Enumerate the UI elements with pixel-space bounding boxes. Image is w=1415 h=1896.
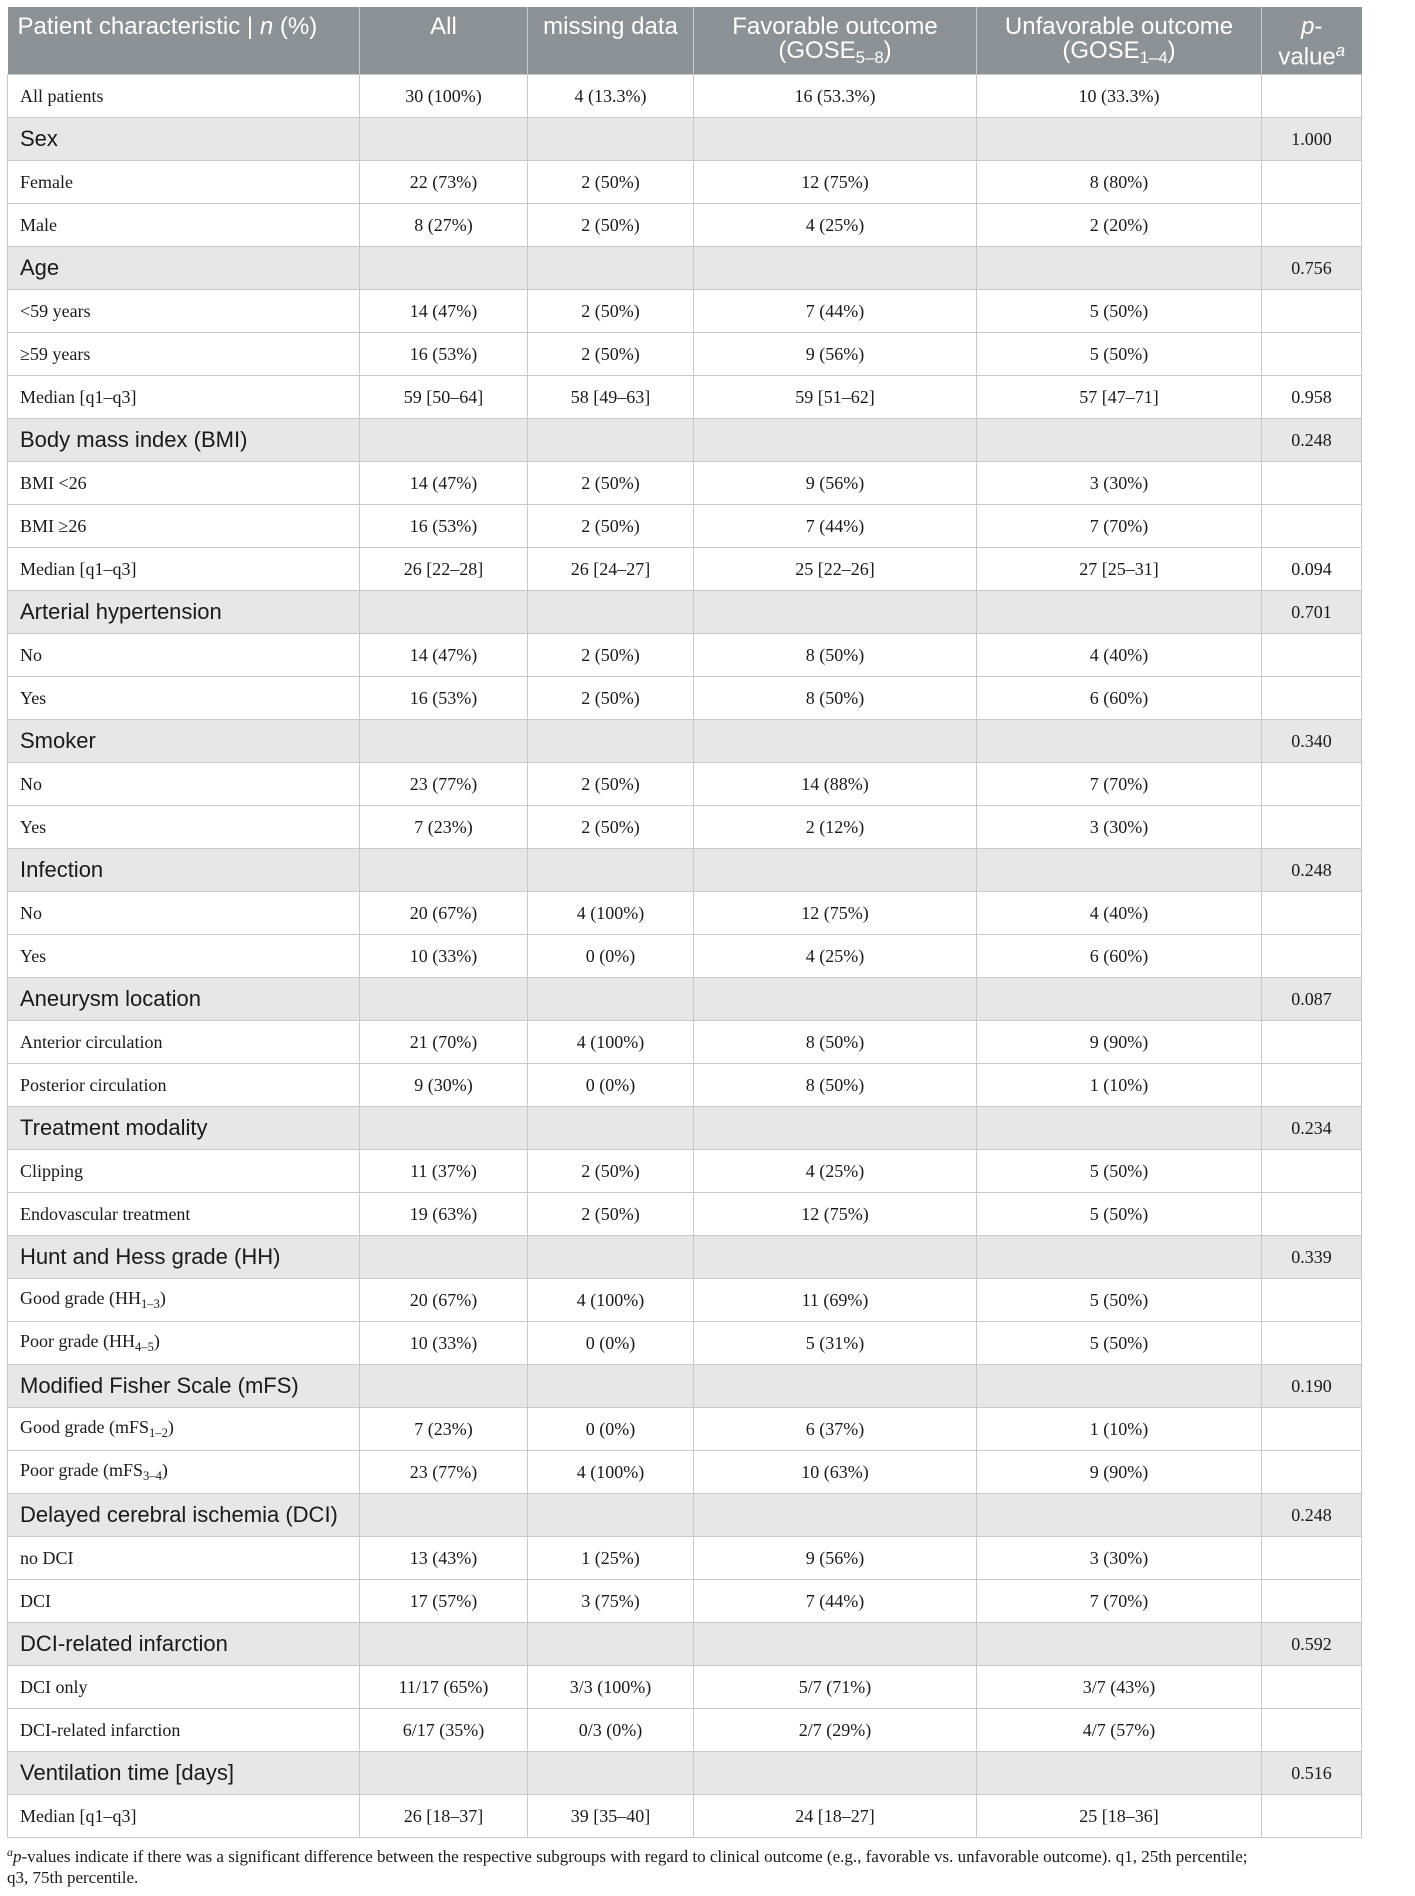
cell-all: 21 (70%) bbox=[360, 1021, 528, 1064]
empty-cell bbox=[360, 1752, 528, 1795]
p-value-cell bbox=[1262, 935, 1362, 978]
table-row bbox=[8, 634, 1362, 677]
p-value-cell: 0.087 bbox=[1262, 978, 1362, 1021]
group-header-row bbox=[8, 1623, 1362, 1666]
cell-favorable: 25 [22–26] bbox=[694, 548, 977, 591]
cell-missing-data: 2 (50%) bbox=[528, 634, 694, 677]
row-label: DCI bbox=[8, 1580, 360, 1623]
row-label: Endovascular treatment bbox=[8, 1193, 360, 1236]
row-label: <59 years bbox=[8, 290, 360, 333]
p-value-cell: 0.516 bbox=[1262, 1752, 1362, 1795]
cell-favorable: 2/7 (29%) bbox=[694, 1709, 977, 1752]
p-value-cell bbox=[1262, 1666, 1362, 1709]
row-label: Yes bbox=[8, 677, 360, 720]
row-label: Posterior circulation bbox=[8, 1064, 360, 1107]
empty-cell bbox=[528, 978, 694, 1021]
cell-unfavorable: 2 (20%) bbox=[977, 204, 1262, 247]
cell-favorable: 9 (56%) bbox=[694, 462, 977, 505]
cell-favorable: 16 (53.3%) bbox=[694, 75, 977, 118]
cell-all: 59 [50–64] bbox=[360, 376, 528, 419]
cell-missing-data: 3 (75%) bbox=[528, 1580, 694, 1623]
cell-missing-data: 0 (0%) bbox=[528, 1322, 694, 1365]
cell-favorable: 59 [51–62] bbox=[694, 376, 977, 419]
table-row bbox=[8, 462, 1362, 505]
empty-cell bbox=[360, 419, 528, 462]
cell-unfavorable: 4 (40%) bbox=[977, 634, 1262, 677]
p-value-cell bbox=[1262, 161, 1362, 204]
p-value-cell bbox=[1262, 505, 1362, 548]
cell-all: 30 (100%) bbox=[360, 75, 528, 118]
patient-characteristics-table bbox=[7, 7, 1362, 1838]
empty-cell bbox=[528, 118, 694, 161]
table-row bbox=[8, 1537, 1362, 1580]
cell-all: 16 (53%) bbox=[360, 333, 528, 376]
row-label: Poor grade (mFS$_{3-4}$) bbox=[8, 1451, 360, 1494]
group-header-row bbox=[8, 720, 1362, 763]
group-header-row bbox=[8, 1365, 1362, 1408]
cell-unfavorable: 3 (30%) bbox=[977, 462, 1262, 505]
empty-cell bbox=[694, 1107, 977, 1150]
cell-missing-data: 0/3 (0%) bbox=[528, 1709, 694, 1752]
empty-cell bbox=[360, 1107, 528, 1150]
cell-favorable: 8 (50%) bbox=[694, 677, 977, 720]
empty-cell bbox=[694, 1494, 977, 1537]
p-value-cell: 0.339 bbox=[1262, 1236, 1362, 1279]
header-characteristic: Patient characteristic | n (%) bbox=[8, 7, 360, 75]
p-value-cell bbox=[1262, 1795, 1362, 1838]
empty-cell bbox=[977, 1107, 1262, 1150]
cell-missing-data: 2 (50%) bbox=[528, 763, 694, 806]
p-value-cell: 0.190 bbox=[1262, 1365, 1362, 1408]
empty-cell bbox=[977, 591, 1262, 634]
empty-cell bbox=[360, 1236, 528, 1279]
cell-all: 11 (37%) bbox=[360, 1150, 528, 1193]
row-label: Median [q1–q3] bbox=[8, 548, 360, 591]
cell-missing-data: 2 (50%) bbox=[528, 462, 694, 505]
empty-cell bbox=[528, 419, 694, 462]
row-label: No bbox=[8, 763, 360, 806]
group-label: Smoker bbox=[8, 720, 360, 763]
row-label: Poor grade $(HH_{4-5})$ bbox=[8, 1322, 360, 1365]
cell-missing-data: 26 [24–27] bbox=[528, 548, 694, 591]
table-row bbox=[8, 161, 1362, 204]
cell-all: 7 (23%) bbox=[360, 806, 528, 849]
empty-cell bbox=[528, 1623, 694, 1666]
cell-unfavorable: 5 (50%) bbox=[977, 290, 1262, 333]
cell-favorable: 7 (44%) bbox=[694, 1580, 977, 1623]
cell-missing-data: 0 (0%) bbox=[528, 1408, 694, 1451]
header-favorable-outcome: Favorable outcome $(GOSE_{5-8})$ bbox=[694, 7, 977, 75]
table-row bbox=[8, 1279, 1362, 1322]
p-value-cell: 0.234 bbox=[1262, 1107, 1362, 1150]
cell-missing-data: 4 (100%) bbox=[528, 892, 694, 935]
cell-favorable: 11 (69%) bbox=[694, 1279, 977, 1322]
cell-all: 9 (30%) bbox=[360, 1064, 528, 1107]
p-value-cell: 0.248 bbox=[1262, 419, 1362, 462]
cell-unfavorable: 10 (33.3%) bbox=[977, 75, 1262, 118]
table-row bbox=[8, 806, 1362, 849]
p-value-cell: 1.000 bbox=[1262, 118, 1362, 161]
cell-missing-data: 2 (50%) bbox=[528, 677, 694, 720]
p-value-cell: 0.340 bbox=[1262, 720, 1362, 763]
p-value-cell bbox=[1262, 333, 1362, 376]
header-unfavorable-outcome: Unfavorable outcome $(GOSE_{1-4})$ bbox=[977, 7, 1262, 75]
table-row bbox=[8, 1795, 1362, 1838]
row-label: DCI only bbox=[8, 1666, 360, 1709]
empty-cell bbox=[694, 1752, 977, 1795]
row-label: Good grade $(HH_{1-3})$ bbox=[8, 1279, 360, 1322]
cell-missing-data: 2 (50%) bbox=[528, 806, 694, 849]
group-header-row bbox=[8, 591, 1362, 634]
empty-cell bbox=[977, 1236, 1262, 1279]
cell-all: 14 (47%) bbox=[360, 634, 528, 677]
group-header-row bbox=[8, 1107, 1362, 1150]
cell-favorable: 8 (50%) bbox=[694, 1064, 977, 1107]
table-row bbox=[8, 1580, 1362, 1623]
p-value-cell bbox=[1262, 1279, 1362, 1322]
p-value-cell bbox=[1262, 892, 1362, 935]
cell-all: 26 [22–28] bbox=[360, 548, 528, 591]
cell-unfavorable: 3 (30%) bbox=[977, 1537, 1262, 1580]
empty-cell bbox=[360, 720, 528, 763]
empty-cell bbox=[977, 247, 1262, 290]
cell-favorable: 4 (25%) bbox=[694, 204, 977, 247]
cell-all: 10 (33%) bbox=[360, 1322, 528, 1365]
row-label: Clipping bbox=[8, 1150, 360, 1193]
row-label: DCI-related infarction bbox=[8, 1709, 360, 1752]
empty-cell bbox=[360, 849, 528, 892]
cell-missing-data: 0 (0%) bbox=[528, 935, 694, 978]
cell-unfavorable: 6 (60%) bbox=[977, 677, 1262, 720]
row-label: Median [q1–q3] bbox=[8, 376, 360, 419]
p-value-cell: 0.248 bbox=[1262, 849, 1362, 892]
cell-all: 7 (23%) bbox=[360, 1408, 528, 1451]
empty-cell bbox=[694, 247, 977, 290]
group-label: Age bbox=[8, 247, 360, 290]
row-label: Good grade (mFS$_{1-2}$) bbox=[8, 1408, 360, 1451]
p-value-cell bbox=[1262, 1451, 1362, 1494]
group-label: Treatment modality bbox=[8, 1107, 360, 1150]
cell-unfavorable: 1 (10%) bbox=[977, 1064, 1262, 1107]
empty-cell bbox=[694, 849, 977, 892]
p-value-cell bbox=[1262, 1150, 1362, 1193]
empty-cell bbox=[528, 849, 694, 892]
cell-unfavorable: 8 (80%) bbox=[977, 161, 1262, 204]
row-label: All patients bbox=[8, 75, 360, 118]
empty-cell bbox=[528, 720, 694, 763]
p-value-cell: 0.094 bbox=[1262, 548, 1362, 591]
empty-cell bbox=[694, 419, 977, 462]
table-row bbox=[8, 1322, 1362, 1365]
empty-cell bbox=[528, 1365, 694, 1408]
row-label: Yes bbox=[8, 935, 360, 978]
cell-all: 22 (73%) bbox=[360, 161, 528, 204]
cell-missing-data: 2 (50%) bbox=[528, 204, 694, 247]
row-label: no DCI bbox=[8, 1537, 360, 1580]
table-body bbox=[8, 75, 1362, 1838]
cell-all: 8 (27%) bbox=[360, 204, 528, 247]
p-value-cell bbox=[1262, 806, 1362, 849]
cell-all: 23 (77%) bbox=[360, 1451, 528, 1494]
cell-unfavorable: 5 (50%) bbox=[977, 1279, 1262, 1322]
group-header-row bbox=[8, 849, 1362, 892]
group-label: Hunt and Hess grade (HH) bbox=[8, 1236, 360, 1279]
group-header-row bbox=[8, 118, 1362, 161]
table-row bbox=[8, 1064, 1362, 1107]
table-row bbox=[8, 1666, 1362, 1709]
group-header-row bbox=[8, 1752, 1362, 1795]
cell-missing-data: 1 (25%) bbox=[528, 1537, 694, 1580]
empty-cell bbox=[977, 849, 1262, 892]
table-row bbox=[8, 892, 1362, 935]
cell-unfavorable: 5 (50%) bbox=[977, 1322, 1262, 1365]
cell-all: 20 (67%) bbox=[360, 1279, 528, 1322]
empty-cell bbox=[528, 1494, 694, 1537]
row-label: Yes bbox=[8, 806, 360, 849]
cell-missing-data: 3/3 (100%) bbox=[528, 1666, 694, 1709]
empty-cell bbox=[694, 720, 977, 763]
cell-unfavorable: 4/7 (57%) bbox=[977, 1709, 1262, 1752]
group-label: Sex bbox=[8, 118, 360, 161]
empty-cell bbox=[977, 118, 1262, 161]
empty-cell bbox=[977, 419, 1262, 462]
row-label: ≥59 years bbox=[8, 333, 360, 376]
table-row bbox=[8, 935, 1362, 978]
cell-all: 23 (77%) bbox=[360, 763, 528, 806]
cell-missing-data: 2 (50%) bbox=[528, 1150, 694, 1193]
cell-all: 11/17 (65%) bbox=[360, 1666, 528, 1709]
p-value-cell bbox=[1262, 1322, 1362, 1365]
row-label: BMI ≥26 bbox=[8, 505, 360, 548]
header-p-value: p-value$^a$ bbox=[1262, 7, 1362, 75]
p-value-cell bbox=[1262, 1021, 1362, 1064]
p-value-cell bbox=[1262, 763, 1362, 806]
empty-cell bbox=[360, 978, 528, 1021]
cell-missing-data: 2 (50%) bbox=[528, 290, 694, 333]
empty-cell bbox=[360, 1365, 528, 1408]
empty-cell bbox=[694, 1236, 977, 1279]
table-row bbox=[8, 333, 1362, 376]
group-header-row bbox=[8, 1494, 1362, 1537]
cell-all: 16 (53%) bbox=[360, 505, 528, 548]
cell-unfavorable: 27 [25–31] bbox=[977, 548, 1262, 591]
cell-missing-data: 2 (50%) bbox=[528, 1193, 694, 1236]
p-value-cell: 0.958 bbox=[1262, 376, 1362, 419]
p-value-cell bbox=[1262, 290, 1362, 333]
p-value-cell bbox=[1262, 1709, 1362, 1752]
table-row bbox=[8, 1193, 1362, 1236]
table-row bbox=[8, 1709, 1362, 1752]
table-row bbox=[8, 204, 1362, 247]
cell-unfavorable: 5 (50%) bbox=[977, 1193, 1262, 1236]
table-row bbox=[8, 505, 1362, 548]
p-value-cell bbox=[1262, 1064, 1362, 1107]
cell-favorable: 4 (25%) bbox=[694, 1150, 977, 1193]
empty-cell bbox=[977, 1752, 1262, 1795]
empty-cell bbox=[977, 1494, 1262, 1537]
table-row bbox=[8, 290, 1362, 333]
cell-favorable: 5/7 (71%) bbox=[694, 1666, 977, 1709]
cell-unfavorable: 9 (90%) bbox=[977, 1021, 1262, 1064]
p-value-cell bbox=[1262, 462, 1362, 505]
cell-unfavorable: 5 (50%) bbox=[977, 1150, 1262, 1193]
empty-cell bbox=[694, 978, 977, 1021]
p-value-cell bbox=[1262, 204, 1362, 247]
empty-cell bbox=[977, 978, 1262, 1021]
empty-cell bbox=[528, 1236, 694, 1279]
p-value-cell bbox=[1262, 1193, 1362, 1236]
cell-unfavorable: 3/7 (43%) bbox=[977, 1666, 1262, 1709]
cell-all: 10 (33%) bbox=[360, 935, 528, 978]
p-value-cell: 0.592 bbox=[1262, 1623, 1362, 1666]
empty-cell bbox=[977, 1623, 1262, 1666]
group-header-row bbox=[8, 419, 1362, 462]
cell-unfavorable: 7 (70%) bbox=[977, 505, 1262, 548]
empty-cell bbox=[528, 247, 694, 290]
cell-missing-data: 4 (100%) bbox=[528, 1021, 694, 1064]
p-value-cell bbox=[1262, 634, 1362, 677]
cell-unfavorable: 7 (70%) bbox=[977, 763, 1262, 806]
empty-cell bbox=[360, 247, 528, 290]
table-container bbox=[7, 7, 1346, 1888]
table-row bbox=[8, 1150, 1362, 1193]
group-header-row bbox=[8, 247, 1362, 290]
group-label: Ventilation time [days] bbox=[8, 1752, 360, 1795]
cell-unfavorable: 4 (40%) bbox=[977, 892, 1262, 935]
cell-favorable: 9 (56%) bbox=[694, 1537, 977, 1580]
cell-all: 16 (53%) bbox=[360, 677, 528, 720]
header-all: All bbox=[360, 7, 528, 75]
cell-missing-data: 4 (13.3%) bbox=[528, 75, 694, 118]
group-label: DCI-related infarction bbox=[8, 1623, 360, 1666]
empty-cell bbox=[528, 1752, 694, 1795]
p-value-cell bbox=[1262, 677, 1362, 720]
cell-missing-data: 58 [49–63] bbox=[528, 376, 694, 419]
cell-all: 13 (43%) bbox=[360, 1537, 528, 1580]
cell-missing-data: 39 [35–40] bbox=[528, 1795, 694, 1838]
cell-favorable: 14 (88%) bbox=[694, 763, 977, 806]
cell-all: 26 [18–37] bbox=[360, 1795, 528, 1838]
row-label: No bbox=[8, 634, 360, 677]
p-value-cell: 0.701 bbox=[1262, 591, 1362, 634]
group-label: Modified Fisher Scale (mFS) bbox=[8, 1365, 360, 1408]
table-row bbox=[8, 376, 1362, 419]
cell-missing-data: 2 (50%) bbox=[528, 505, 694, 548]
p-value-cell: 0.248 bbox=[1262, 1494, 1362, 1537]
header-missing-data: missing data bbox=[528, 7, 694, 75]
table-row bbox=[8, 763, 1362, 806]
p-value-cell: 0.756 bbox=[1262, 247, 1362, 290]
cell-all: 19 (63%) bbox=[360, 1193, 528, 1236]
table-row bbox=[8, 1021, 1362, 1064]
cell-unfavorable: 7 (70%) bbox=[977, 1580, 1262, 1623]
cell-favorable: 2 (12%) bbox=[694, 806, 977, 849]
empty-cell bbox=[694, 1365, 977, 1408]
empty-cell bbox=[977, 1365, 1262, 1408]
empty-cell bbox=[528, 1107, 694, 1150]
cell-unfavorable: 6 (60%) bbox=[977, 935, 1262, 978]
cell-favorable: 10 (63%) bbox=[694, 1451, 977, 1494]
cell-missing-data: 2 (50%) bbox=[528, 333, 694, 376]
cell-all: 14 (47%) bbox=[360, 462, 528, 505]
cell-favorable: 7 (44%) bbox=[694, 505, 977, 548]
footnote: $^a$p-values indicate if there was a significant difference between the respective subgroups with regard to clinical outcome (e.g., favorable vs. unfavorable outcome). q1, 25th percentile; q3, 75th percentile. bbox=[7, 1845, 1248, 1887]
cell-all: 6/17 (35%) bbox=[360, 1709, 528, 1752]
table-row bbox=[8, 75, 1362, 118]
group-label: Infection bbox=[8, 849, 360, 892]
empty-cell bbox=[360, 591, 528, 634]
empty-cell bbox=[694, 118, 977, 161]
row-label: Anterior circulation bbox=[8, 1021, 360, 1064]
cell-all: 20 (67%) bbox=[360, 892, 528, 935]
row-label: Female bbox=[8, 161, 360, 204]
empty-cell bbox=[360, 1623, 528, 1666]
group-label: Delayed cerebral ischemia (DCI) bbox=[8, 1494, 360, 1537]
cell-missing-data: 4 (100%) bbox=[528, 1451, 694, 1494]
group-label: Aneurysm location bbox=[8, 978, 360, 1021]
cell-unfavorable: 3 (30%) bbox=[977, 806, 1262, 849]
cell-all: 17 (57%) bbox=[360, 1580, 528, 1623]
p-value-cell bbox=[1262, 1537, 1362, 1580]
cell-favorable: 12 (75%) bbox=[694, 892, 977, 935]
cell-missing-data: 2 (50%) bbox=[528, 161, 694, 204]
group-header-row bbox=[8, 978, 1362, 1021]
group-label: Body mass index (BMI) bbox=[8, 419, 360, 462]
p-value-cell bbox=[1262, 1408, 1362, 1451]
table-row bbox=[8, 1408, 1362, 1451]
empty-cell bbox=[977, 720, 1262, 763]
cell-favorable: 5 (31%) bbox=[694, 1322, 977, 1365]
cell-favorable: 8 (50%) bbox=[694, 1021, 977, 1064]
empty-cell bbox=[360, 118, 528, 161]
cell-favorable: 9 (56%) bbox=[694, 333, 977, 376]
row-label: BMI <26 bbox=[8, 462, 360, 505]
row-label: Median [q1–q3] bbox=[8, 1795, 360, 1838]
cell-unfavorable: 5 (50%) bbox=[977, 333, 1262, 376]
cell-all: 14 (47%) bbox=[360, 290, 528, 333]
row-label: Male bbox=[8, 204, 360, 247]
p-value-cell bbox=[1262, 75, 1362, 118]
p-value-cell bbox=[1262, 1580, 1362, 1623]
cell-missing-data: 4 (100%) bbox=[528, 1279, 694, 1322]
cell-unfavorable: 1 (10%) bbox=[977, 1408, 1262, 1451]
cell-favorable: 12 (75%) bbox=[694, 1193, 977, 1236]
empty-cell bbox=[694, 1623, 977, 1666]
cell-favorable: 6 (37%) bbox=[694, 1408, 977, 1451]
empty-cell bbox=[694, 591, 977, 634]
empty-cell bbox=[528, 591, 694, 634]
table-row bbox=[8, 677, 1362, 720]
group-header-row bbox=[8, 1236, 1362, 1279]
header-row bbox=[8, 7, 1362, 75]
cell-favorable: 12 (75%) bbox=[694, 161, 977, 204]
cell-unfavorable: 25 [18–36] bbox=[977, 1795, 1262, 1838]
cell-unfavorable: 9 (90%) bbox=[977, 1451, 1262, 1494]
table-row bbox=[8, 1451, 1362, 1494]
cell-favorable: 24 [18–27] bbox=[694, 1795, 977, 1838]
group-label: Arterial hypertension bbox=[8, 591, 360, 634]
row-label: No bbox=[8, 892, 360, 935]
cell-missing-data: 0 (0%) bbox=[528, 1064, 694, 1107]
table-row bbox=[8, 548, 1362, 591]
cell-favorable: 4 (25%) bbox=[694, 935, 977, 978]
cell-favorable: 8 (50%) bbox=[694, 634, 977, 677]
cell-favorable: 7 (44%) bbox=[694, 290, 977, 333]
cell-unfavorable: 57 [47–71] bbox=[977, 376, 1262, 419]
empty-cell bbox=[360, 1494, 528, 1537]
